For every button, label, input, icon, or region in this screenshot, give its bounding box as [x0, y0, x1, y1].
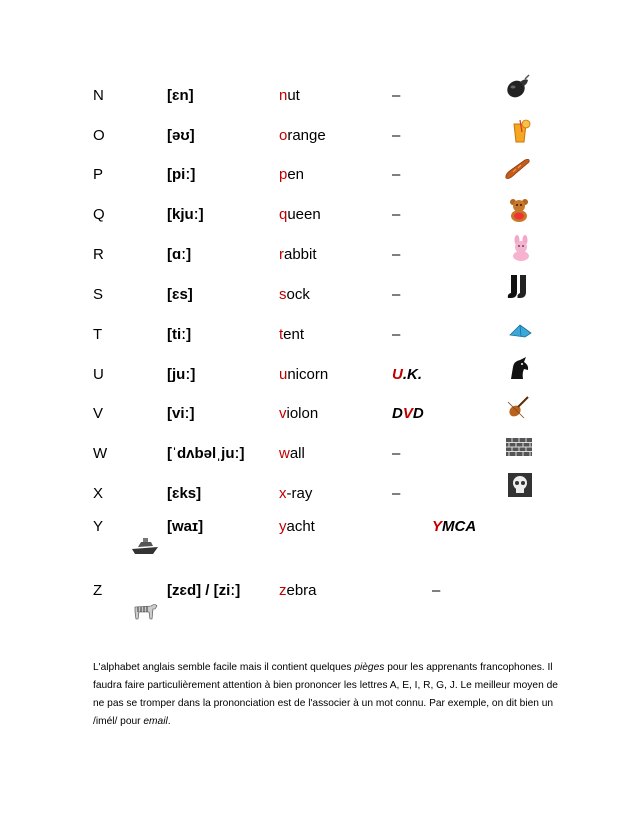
note: –: [392, 286, 401, 303]
pink-rabbit-icon: [507, 235, 535, 261]
letter: T: [93, 326, 103, 343]
example-word: pen: [279, 166, 305, 183]
phonetic: [ɑː]: [167, 246, 192, 263]
letter: S: [93, 286, 104, 303]
phonetic: [əʊ]: [167, 127, 195, 144]
alphabet-row-z: [0, 581, 638, 605]
example-word: zebra: [279, 582, 317, 599]
letter: U: [93, 366, 104, 383]
example-word: queen: [279, 206, 321, 223]
example-word: yacht: [279, 518, 315, 535]
note: –: [392, 485, 401, 502]
example-word: tent: [279, 326, 305, 343]
phonetic: [tiː]: [167, 326, 192, 343]
abbreviation-uk: U.K.: [392, 366, 423, 383]
letter: V: [93, 405, 104, 422]
letter: P: [93, 166, 104, 183]
alphabet-row-u: [0, 365, 638, 389]
phonetic: [viː]: [167, 405, 195, 422]
alphabet-row-r: [0, 245, 638, 269]
note: –: [432, 582, 441, 599]
note: –: [392, 87, 401, 104]
alphabet-row-p: [0, 165, 638, 189]
alphabet-row-v: [0, 404, 638, 428]
unicorn-icon: [505, 355, 533, 381]
note: –: [392, 206, 401, 223]
alphabet-row-y: [0, 517, 638, 541]
letter: W: [93, 445, 108, 462]
alphabet-row-w: [0, 444, 638, 468]
phonetic: [ɛn]: [167, 87, 194, 104]
alphabet-row-n: [0, 86, 638, 110]
alphabet-row-s: [0, 285, 638, 309]
alphabet-row-o: [0, 126, 638, 150]
note: –: [392, 246, 401, 263]
abbreviation-dvd: DVD: [392, 405, 424, 422]
phonetic: [ɛks]: [167, 485, 202, 502]
letter: X: [93, 485, 104, 502]
letter: N: [93, 87, 104, 104]
alphabet-row-x: [0, 484, 638, 508]
example-word: unicorn: [279, 366, 329, 383]
phonetic: [ɛs]: [167, 286, 193, 303]
note: –: [392, 127, 401, 144]
phonetic: [kjuː]: [167, 206, 204, 223]
acorn-icon: [503, 74, 531, 100]
teddy-bear-icon: [505, 197, 533, 223]
phonetic: [waɪ]: [167, 518, 204, 535]
phonetic: [piː]: [167, 166, 196, 183]
abbreviation-ymca: YMCA: [432, 518, 477, 535]
example-word: wall: [279, 445, 305, 462]
violin-icon: [504, 394, 532, 420]
example-word: sock: [279, 286, 310, 303]
letter: Q: [93, 206, 105, 223]
yacht-icon: [131, 533, 159, 559]
zebra-icon: [131, 597, 159, 623]
skull-icon: [506, 472, 534, 498]
alphabet-row-t: [0, 325, 638, 349]
baguette-icon: [503, 156, 531, 182]
note: –: [392, 445, 401, 462]
example-word: nut: [279, 87, 300, 104]
note: –: [392, 166, 401, 183]
explanatory-paragraph: L'alphabet anglais semble facile mais il contient quelques pièges pour les apprenants francophones. Il faudra faire particulièrement attention à bien prononcer les lettres A, E, I, R, G, J. Le meilleur moyen de ne pas se tromper dans la prononciation est de l'associer à un mot connu. Par exemple, on dit bien un /imél/ pour email.: [93, 662, 558, 727]
socks-icon: [505, 274, 533, 300]
example-word: orange: [279, 127, 326, 144]
phonetic: [zɛd] / [ziː]: [167, 582, 241, 599]
letter: O: [93, 127, 105, 144]
example-word: rabbit: [279, 246, 317, 263]
letter: Z: [93, 582, 103, 599]
orange-juice-icon: [508, 118, 536, 144]
letter: R: [93, 246, 104, 263]
alphabet-row-q: [0, 205, 638, 229]
phonetic: [juː]: [167, 366, 196, 383]
phonetic: [ˈdʌbəlˌjuː]: [167, 445, 245, 462]
tent-icon: [507, 319, 535, 345]
note: –: [392, 326, 401, 343]
brick-wall-icon: [505, 435, 533, 461]
example-word: x-ray: [279, 485, 313, 502]
example-word: violon: [279, 405, 319, 422]
letter: Y: [93, 518, 104, 535]
